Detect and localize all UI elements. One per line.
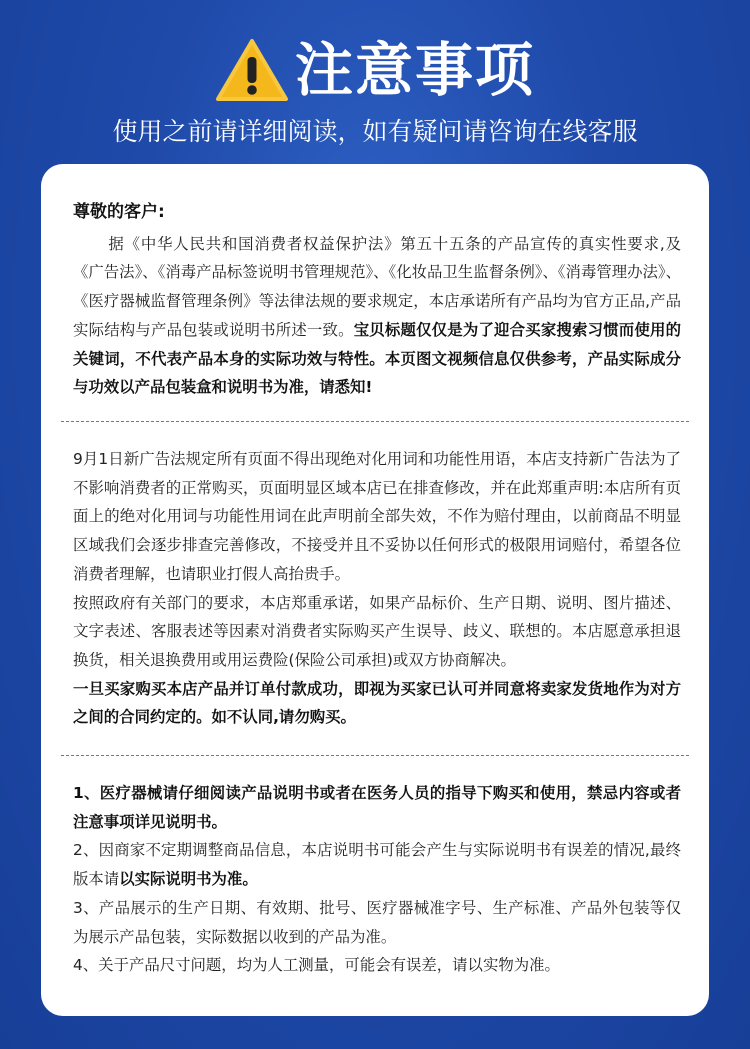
legal-statement-emphasis: 宝贝标题仅仅是为了迎合买家搜索习惯而使用的关键词，不代表产品本身的实际功效与特性。本页图文视频信息仅供参考，产品实际成分与功效以产品包装盒和说明书为准，请悉知! (73, 320, 681, 397)
list-item-text: 2、因商家不定期调整商品信息，本店说明书可能会产生与实际说明书有误差的情况,最终版本请 (73, 841, 681, 889)
legal-statement-text: 据《中华人民共和国消费者权益保护法》第五十五条的产品宣传的真实性要求,及《广告法》、《消毒产品标签说明书管理规范》、《化妆品卫生监督条例》、《消毒管理办法》、《医疗器械监督管理条例》等法律法规的要求规定，本店承诺所有产品均为官方正品,产品实际结构与产品包装或说明书所述一致。 (73, 234, 681, 339)
customer-notice-section (73, 198, 681, 402)
list-item: 1、医疗器械请仔细阅读产品说明书或者在医务人员的指导下购买和使用，禁忌内容或者注意事项详见说明书。 (73, 784, 681, 831)
greeting: 尊敬的客户: (73, 202, 165, 222)
list-item (73, 836, 681, 893)
list-item: 4、关于产品尺寸问题，均为人工测量，可能会有误差，请以实物为准。 (73, 956, 560, 975)
advertising-law-section (73, 445, 681, 732)
list-item: 3、产品展示的生产日期、有效期、批号、医疗器械准字号、生产标准、产品外包装等仅为展示产品包装，实际数据以收到的产品为准。 (73, 898, 681, 946)
warning-icon (215, 37, 289, 103)
medical-device-section (73, 779, 681, 980)
dashed-divider (61, 755, 689, 756)
contract-paragraph: 一旦买家购买本店产品并订单付款成功，即视为买家已认可并同意将卖家发货地作为对方之间的合同约定的。如不认同,请勿购买。 (73, 679, 681, 727)
dashed-divider (61, 421, 689, 422)
header (0, 30, 750, 110)
legal-statement (73, 230, 681, 402)
list-item-emphasis: 以实际说明书为准。 (119, 870, 258, 889)
ad-law-paragraph: 9月1日新广告法规定所有页面不得出现绝对化用词和功能性用语，本店支持新广告法为了不影响消费者的正常购买，页面明显区域本店已在排查修改，并在此郑重声明:本店所有页面上的绝对化用词与功能性用词在此声明前全部失效，不作为赔付理由，以前商品不明显区域我们会逐步排查完善修改，不接受并且不妥协以任何形式的极限用词赔付，希望各位消费者理解，也请职业打假人高抬贵手。 (73, 450, 681, 583)
commitment-paragraph: 按照政府有关部门的要求，本店郑重承诺，如果产品标价、生产日期、说明、图片描述、文字表述、客服表述等因素对消费者实际购买产生误导、歧义、联想的。本店愿意承担退换货，相关退换费用或用运费险(保险公司承担)或双方协商解决。 (73, 593, 681, 669)
notice-card (41, 164, 709, 1016)
page-subtitle: 使用之前请详细阅读，如有疑问请咨询在线客服 (112, 117, 638, 146)
page-title: 注意事项 (294, 36, 535, 104)
